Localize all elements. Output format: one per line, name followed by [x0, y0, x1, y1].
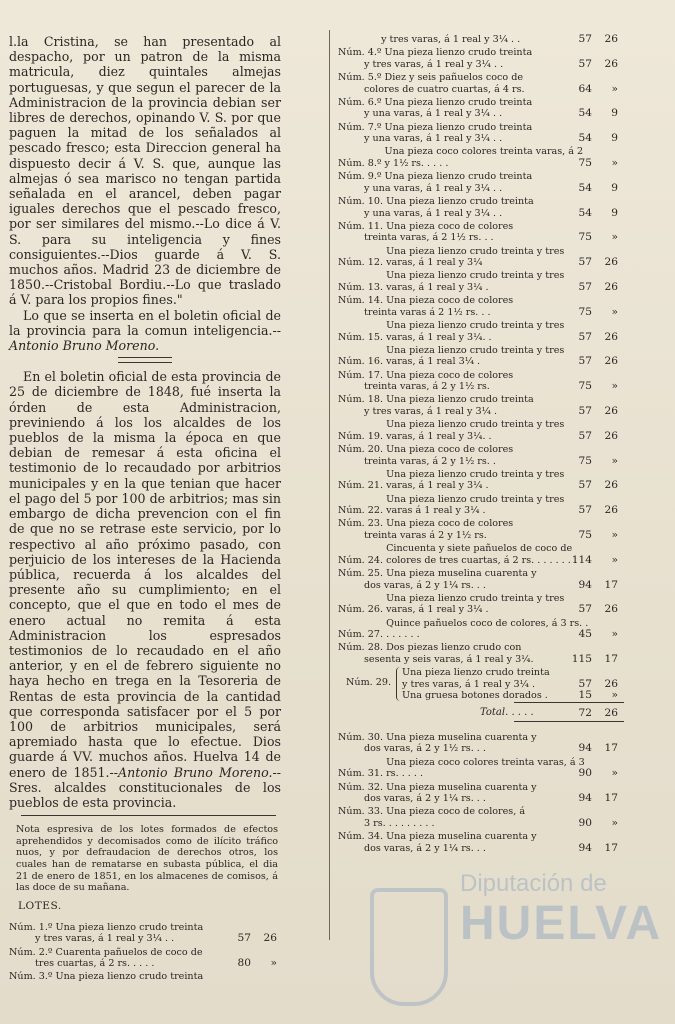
lot-item [338, 295, 626, 318]
lot-description: Una pieza lienzo crudo treinta [384, 121, 533, 133]
total-reales: 72 [578, 706, 592, 719]
lot-price-reales: 57 [578, 280, 592, 293]
lot-price-cents: » [611, 767, 618, 780]
lot-price-reales: 80 [237, 957, 251, 970]
lot-item [338, 419, 626, 442]
lot-item [338, 831, 626, 854]
lot-price-reales: 94 [578, 578, 592, 591]
lot-29-cents-2: » [611, 689, 618, 702]
lot-description: Una pieza muselina cuarenta y [386, 831, 537, 843]
lot-number: Núm. 20. [338, 444, 384, 456]
lot-price-reales: 75 [578, 454, 592, 467]
lot-price-reales: 57 [578, 504, 592, 517]
lot-description-cont: y una varas, á 1 real y 3¼ . . [364, 207, 503, 219]
lot-description: Una pieza muselina cuarenta y [386, 568, 537, 580]
lot-price-reales: 75 [578, 156, 592, 169]
lot-item [338, 171, 626, 194]
lot-description: Una pieza lienzo crudo treinta [386, 394, 534, 406]
lot-number: Núm. 4.º [338, 47, 382, 59]
lot-description-cont: treinta varas, á 2 1½ rs. . . [364, 232, 494, 244]
lot-price-reales: 57 [578, 57, 592, 70]
lot-description: Una pieza lienzo crudo treinta [386, 196, 534, 208]
lot-price-cents: 26 [604, 330, 618, 343]
lot-description-cont: y tres varas, á 1 real y 3¼ . [364, 405, 498, 417]
right-lot-list-a [338, 34, 626, 665]
lot-description-cont: dos varas, á 2 y 1¼ rs. . . [364, 842, 486, 854]
lot-item [338, 568, 626, 591]
lot-price-reales: 75 [578, 528, 592, 541]
lot-number: Núm. 1.º [9, 921, 53, 933]
lot-29-line-1 [402, 667, 626, 690]
lot-description-cont: dos varas, á 2 y 1½ rs. . . [364, 743, 486, 755]
lot-number: Núm. 19. [338, 430, 384, 442]
lot-item [338, 270, 626, 293]
lot-description: Una pieza coco de colores [386, 220, 514, 232]
lot-description-cont: y una varas, á 1 real y 3¼ . . [364, 182, 503, 194]
lot-29-group [338, 667, 626, 702]
lot-29-number: Núm. 29. [346, 677, 392, 689]
lot-item [338, 642, 626, 665]
lot-price-cents: » [270, 957, 277, 970]
lot-price-cents: 26 [604, 33, 618, 45]
lot-item [338, 782, 626, 805]
lot-description: Una pieza coco colores treinta varas, á 2 y 1½ rs. . . . . [384, 146, 584, 169]
lot-number: Núm. 26. [338, 604, 384, 616]
lotes-heading: LOTES. [18, 899, 62, 912]
lot-description: Diez y seis pañuelos coco de [384, 72, 524, 84]
lot-price-cents: 17 [604, 792, 618, 805]
lot-description: Una pieza muselina cuarenta y [386, 781, 537, 793]
lot-number: Núm. 14. [338, 295, 384, 307]
left-column [9, 34, 281, 985]
lot-price-reales: 57 [578, 330, 592, 343]
lot-29-cents-1: 26 [604, 677, 618, 690]
lot-item [338, 732, 626, 755]
lot-price-cents: » [611, 156, 618, 169]
lot-number: Núm. 7.º [338, 121, 382, 133]
lot-price-reales: 94 [578, 792, 592, 805]
lot-description: Dos piezas lienzo crudo con [386, 642, 522, 654]
lot-price-reales: 57 [578, 429, 592, 442]
lot-number: Núm. 5.º [338, 72, 382, 84]
lot-price-cents: 26 [263, 932, 277, 945]
lot-number: Núm. 21. [338, 480, 384, 492]
lot-description: Una pieza lienzo crudo treinta y tres varas á 1 real y 3¼ . [386, 493, 565, 517]
right-lot-list-b [338, 732, 626, 854]
lot-number: Núm. 9.º [338, 171, 382, 183]
note-lotes: Nota espresiva de los lotes formados de efectos aprehendidos y decomisados como de ilícito tráfico nuos, y por defraudacion de derechos otros, los cuales han de rematarse en subasta pública, el dia 21 de enero de 1851, en los almacenes de comisos, á las doce de su mañana. [16, 824, 278, 894]
lot-price-cents: » [611, 82, 618, 95]
watermark-shield-icon [370, 888, 448, 1006]
lot-price-cents: 17 [604, 742, 618, 755]
lot-price-cents: 9 [611, 107, 618, 120]
lot-number: Núm. 34. [338, 831, 384, 843]
paragraph-almejas: l.la Cristina, se han presentado al despacho, por un patron de la misma matricula, diez quintales almejas portuguesas, y que segun el parecer de la Administracion de la provincia debian ser libres de derechos, opinando V. S. por que paguen la mitad de los señalados al pescado fresco; esta Direccion general ha dispuesto decir á V. S. que, aunque las almejas ó sea marisco no tengan partida señalada en el arancel, deben pagar iguales derechos que el pescado fresco, por ser similares del mismo.--Lo dice á V. S. para su inteligencia y fines consiguientes.--Dios guarde á V. S. muchos años. Madrid 23 de diciembre de 1850.--Cristobal Bordiu.--Lo que traslado á V. para los propios fines." [9, 34, 281, 308]
lot-price-reales: 90 [578, 767, 592, 780]
lot-item [338, 146, 626, 169]
lot-price-reales: 45 [578, 628, 592, 641]
lot-description-cont: y una varas, á 1 real y 3¼ . . [364, 108, 503, 120]
lot-price-reales: 57 [578, 256, 592, 269]
lot-price-reales: 115 [571, 652, 592, 665]
lot-description-cont: treinta varas, á 2 y 1½ rs. [364, 381, 490, 393]
lot-description: Una pieza lienzo crudo treinta [384, 47, 533, 59]
lot-price-reales: 57 [578, 404, 592, 417]
total-rule-bottom [514, 721, 624, 722]
lot-number: Núm. 27. [338, 629, 384, 641]
lot-number: Núm. 2.º [9, 946, 53, 958]
lot-description: Una pieza lienzo crudo treinta [384, 96, 533, 108]
lot-number: Núm. 30. [338, 731, 384, 743]
inserta-text: Lo que se inserta en el boletin oficial de la provincia para la comun inteligencia.-- [9, 307, 281, 338]
lot-price-cents: 26 [604, 280, 618, 293]
lot-description: Cincuenta y siete pañuelos de coco de colores de tres cuartas, á 2 rs. . . . . . . . [386, 543, 577, 566]
lot-number: Núm. 3.º [9, 971, 53, 983]
lot-number: Núm. 6.º [338, 96, 382, 108]
lot-description-cont: tres cuartas, á 2 rs. . . . . [35, 958, 155, 970]
lot-price-cents: 26 [604, 256, 618, 269]
lot-price-cents: 9 [611, 132, 618, 145]
paragraph-arbitrios [9, 369, 281, 810]
lot-price-cents: 17 [604, 578, 618, 591]
lot-29-reales-2: 15 [578, 689, 592, 702]
lot-description: Una pieza lienzo crudo treinta [55, 971, 204, 983]
lot-number: Núm. 11. [338, 220, 384, 232]
lot-item [338, 345, 626, 368]
watermark [330, 870, 663, 1020]
lot-item [338, 47, 626, 70]
lot-price-reales: 57 [237, 932, 251, 945]
lot-price-cents: » [611, 380, 618, 393]
lot-price-cents: 26 [604, 355, 618, 368]
lot-number: Núm. 32. [338, 781, 384, 793]
lot-item [338, 246, 626, 269]
lot-number: Núm. 12. [338, 257, 384, 269]
lot-29-desc-2: Una gruesa botones dorados . [402, 690, 548, 702]
lot-price-cents: » [611, 305, 618, 318]
lot-item [338, 618, 626, 641]
lot-price-cents: » [611, 816, 618, 829]
lot-item [338, 806, 626, 829]
lot-description: Una pieza coco de colores [386, 295, 514, 307]
lot-description: Una pieza coco de colores [386, 518, 514, 530]
lot-number: Núm. 10. [338, 196, 384, 208]
lot-description-cont: dos varas, á 2 y 1¼ rs. . . [364, 793, 486, 805]
lot-number: Núm. 25. [338, 568, 384, 580]
lot-description-cont: dos varas, á 2 y 1¼ rs. . . [364, 579, 486, 591]
lot-price-reales: 94 [578, 742, 592, 755]
lot-price-reales: 75 [578, 305, 592, 318]
lot-price-reales: 75 [578, 380, 592, 393]
lot-item [338, 320, 626, 343]
lot-price-cents: 9 [611, 206, 618, 219]
signature-moreno-1: Antonio Bruno Moreno. [9, 338, 160, 354]
lot-price-cents: 26 [604, 57, 618, 70]
lot-description-cont: y tres varas, á 1 real y 3¼ . . [35, 933, 175, 945]
lot-description: Cuarenta pañuelos de coco de [55, 946, 203, 958]
lot-price-cents: 26 [604, 479, 618, 492]
lot-description: Quince pañuelos coco de colores, á 3 rs. . . . . . . . [386, 617, 589, 641]
lot-item [338, 97, 626, 120]
lot-price-cents: 26 [604, 429, 618, 442]
lot-price-reales: 57 [578, 355, 592, 368]
total-cents: 26 [604, 706, 618, 719]
lot-29-line-2 [402, 690, 626, 702]
total-label: Total. . . . . [480, 706, 534, 718]
lot-item [338, 543, 626, 566]
lot-number: Núm. 8.º [338, 157, 382, 169]
lot-price-cents: » [611, 553, 618, 566]
lot-item [338, 34, 626, 46]
lot-item [338, 394, 626, 417]
lot-price-cents: 26 [604, 603, 618, 616]
lot-description: Una pieza coco de colores, á [386, 806, 526, 818]
lot-description: Una pieza lienzo crudo treinta y tres varas, á 1 real y 3¼. . [386, 419, 565, 442]
lot-number: Núm. 24. [338, 554, 384, 566]
lot-description: y tres varas, á 1 real y 3¼ . . [381, 34, 521, 45]
lot-number: Núm. 13. [338, 281, 384, 293]
lot-description: Una pieza lienzo crudo treinta y tres varas, á 1 real y 3¼ . [386, 468, 565, 492]
lot-item [338, 196, 626, 219]
lot-description-cont: treinta varas á 2 y 1½ rs. [364, 529, 487, 541]
lot-item [338, 444, 626, 467]
lot-description-cont: 3 rs. . . . . . . . . [364, 817, 435, 829]
lot-description: Una pieza lienzo crudo treinta y tres varas, á 1 real y 3¼ [386, 245, 565, 269]
arbitrios-text: En el boletin oficial de esta provincia de 25 de diciembre de 1848, fué inserta la órden de esta Administracion, previniendo á los los alcaldes de los pueblos de la misma la época en que debian de remesar á esta oficina el testimonio de lo recaudado por arbitrios municipales y en la que tenian que hacer el pago del 5 por 100 de arbitrios; mas sin embargo de dicha prevencion con el fin de que no se retrase este servicio, por lo respectivo al año próximo pasado, con perjuicio de los intereses de la Hacienda pública, recuerda á los alcaldes del presente año su cumplimiento; en el concepto, que el que en todo el mes de enero actual no remita á esta Administracion los espresados testimonios de lo recaudado en el año anterior, y en el de febrero siguiente no haya hecho en trega en la Tesoreria de Rentas de esta provincia de la cantidad que corresponda satisfacer por el 5 por 100 de arbitrios municipales, será apremiado hasta que lo efectue. Dios guarde á VV. muchos años. Huelva 14 de enero de 1851.-- [9, 369, 281, 780]
lot-price-reales: 57 [578, 479, 592, 492]
lot-description-cont: treinta varas, á 2 y 1½ rs. . [364, 455, 496, 467]
lot-number: Núm. 28. [338, 642, 384, 654]
right-column [338, 34, 626, 856]
lot-description: Una pieza coco colores treinta varas, á 3 rs. . . . . [386, 756, 585, 780]
lot-item [338, 72, 626, 95]
lot-item [338, 518, 626, 541]
lot-description: Una pieza lienzo crudo treinta [384, 171, 533, 183]
lot-price-cents: 26 [604, 504, 618, 517]
lot-item [338, 469, 626, 492]
lot-price-cents: » [611, 454, 618, 467]
lot-description-cont: sesenta y seis varas, á 1 real y 3¼. [364, 653, 534, 665]
lot-item [338, 370, 626, 393]
lot-item [9, 971, 281, 983]
lot-price-reales: 57 [578, 603, 592, 616]
lot-price-reales: 57 [578, 33, 592, 45]
lot-price-reales: 94 [578, 841, 592, 854]
lot-number: Núm. 18. [338, 394, 384, 406]
lot-number: Núm. 23. [338, 518, 384, 530]
left-lot-list [9, 922, 281, 983]
lot-description: Una pieza muselina cuarenta y [386, 731, 537, 743]
lot-description-cont: treinta varas á 2 1½ rs. . . [364, 306, 491, 318]
lot-number: Núm. 22. [338, 505, 384, 517]
lot-price-reales: 64 [578, 82, 592, 95]
lot-29-desc-1: Una pieza lienzo crudo treinta y tres varas, á 1 real y 3¼ . [402, 667, 550, 690]
lot-description-cont: colores de cuatro cuartas, á 4 rs. [364, 83, 525, 95]
lot-price-cents: 17 [604, 841, 618, 854]
lot-description-cont: y tres varas, á 1 real y 3¼ . . [364, 58, 504, 70]
lot-item [338, 593, 626, 616]
lot-price-reales: 90 [578, 816, 592, 829]
lot-number: Núm. 31. [338, 768, 384, 780]
lot-price-cents: » [611, 628, 618, 641]
lot-29-reales-1: 57 [578, 677, 592, 690]
lot-price-cents: » [611, 231, 618, 244]
paragraph-inserta [9, 308, 281, 354]
total-row [338, 705, 626, 721]
lot-number: Núm. 16. [338, 356, 384, 368]
lot-price-reales: 75 [578, 231, 592, 244]
note-divider [21, 815, 276, 816]
lot-description: Una pieza coco de colores [386, 444, 514, 456]
lot-item [338, 494, 626, 517]
lot-price-reales: 54 [578, 132, 592, 145]
lot-description: Una pieza lienzo crudo treinta [55, 921, 204, 933]
arbitrios-text-end: --Sres. alcaldes constitucionales de los pueblos de esta provincia. [9, 764, 281, 810]
lot-description-cont: y una varas, á 1 real y 3¼ . . [364, 133, 503, 145]
lot-description: Una pieza lienzo crudo treinta y tres varas, á 1 real 3¼ . [386, 344, 565, 368]
lot-description: Una pieza lienzo crudo treinta y tres varas, á 1 real y 3¼ . [386, 592, 565, 616]
lot-description: Una pieza lienzo crudo treinta y tres varas, á 1 real y 3¼. . [386, 320, 565, 343]
lot-price-reales: 54 [578, 206, 592, 219]
lot-price-cents: 17 [604, 652, 618, 665]
lot-item [338, 221, 626, 244]
lot-price-reales: 114 [571, 553, 592, 566]
section-divider [118, 357, 172, 363]
total-rule [514, 702, 624, 703]
lot-description: Una pieza lienzo crudo treinta y tres varas, á 1 real y 3¼ . [386, 270, 565, 293]
watermark-line-2: HUELVA [460, 897, 663, 950]
lot-price-cents: 26 [604, 404, 618, 417]
watermark-line-1: Diputación de [460, 870, 607, 897]
lot-price-reales: 54 [578, 107, 592, 120]
lot-price-cents: 9 [611, 181, 618, 194]
lot-item [9, 947, 281, 970]
lot-price-cents: » [611, 528, 618, 541]
lot-number: Núm. 15. [338, 331, 384, 343]
lot-price-reales: 54 [578, 181, 592, 194]
lot-description: Una pieza coco de colores [386, 369, 514, 381]
lot-item [338, 122, 626, 145]
lot-item [338, 757, 626, 780]
lot-number: Núm. 17. [338, 369, 384, 381]
watermark-brand [460, 870, 662, 950]
signature-moreno-2: Antonio Bruno Moreno. [118, 764, 273, 780]
lot-number: Núm. 33. [338, 806, 384, 818]
column-divider [329, 30, 330, 940]
lot-item [9, 922, 281, 945]
